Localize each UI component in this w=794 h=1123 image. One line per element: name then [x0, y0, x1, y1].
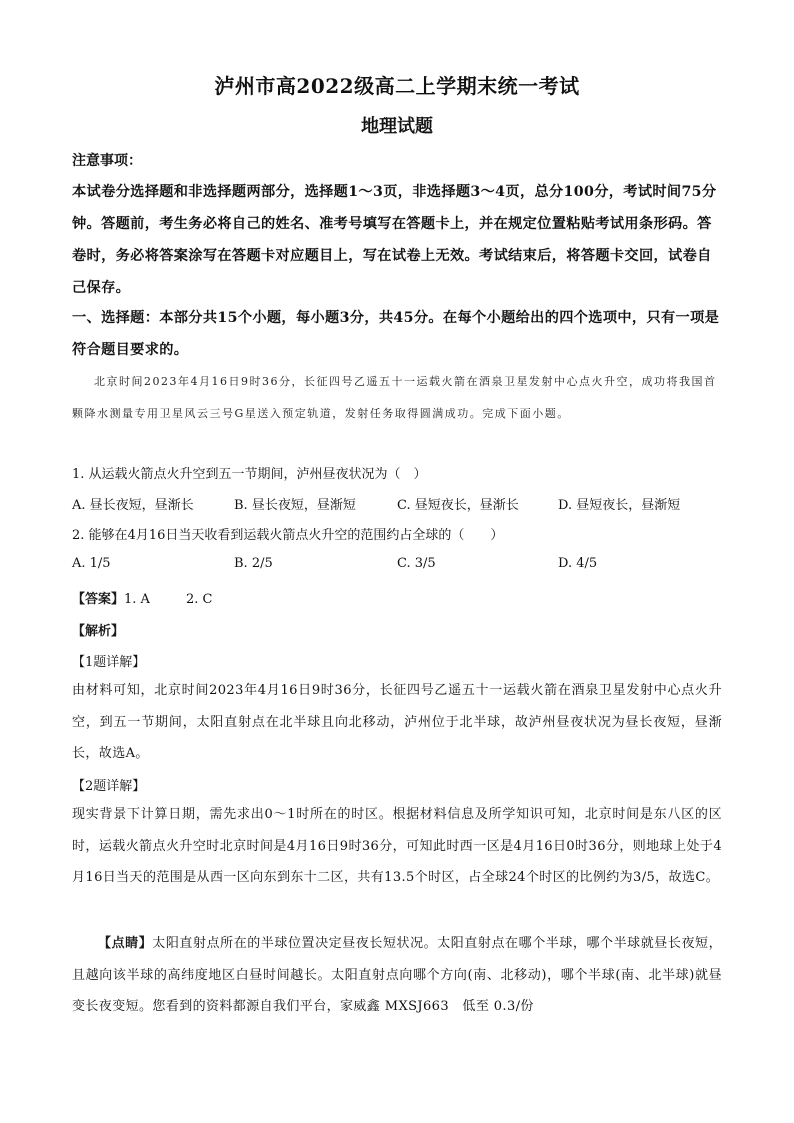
notice-body: 本试卷分选择题和非选择题两部分，选择题1～3页，非选择题3～4页，总分100分，考试时间75分钟。答题前，考生务必将自己的姓名、准考号填写在答题卡上，并在规定位置粘贴考试用条形码。答卷时，务必将答案涂写在答题卡对应题目上，写在试卷上无效。考试结束后，将答题卡交回，试卷自己保存。: [72, 184, 717, 296]
question-1-option-c: C. 昼短夜长，昼渐长: [397, 498, 519, 513]
page-subtitle: 地理试题: [361, 116, 433, 137]
question-1-option-d: D. 昼短夜长，昼渐短: [558, 498, 681, 513]
question-1-option-a: A. 昼长夜短，昼渐长: [72, 498, 194, 513]
answer-label: 【答案】: [72, 592, 125, 607]
question-1-stem: 1. 从运载火箭点火升空到五一节期间，泸州昼夜状况为（ ）: [72, 467, 427, 482]
analysis-label: 【解析】: [72, 624, 125, 639]
detail-1-label: 【1题详解】: [72, 655, 146, 670]
question-2-option-c: C. 3/5: [397, 556, 436, 571]
question-2-option-d: D. 4/5: [558, 556, 598, 571]
answer-1: 1. A: [124, 592, 150, 607]
section-heading: 一、选择题：本部分共15个小题，每小题3分，共45分。在每个小题给出的四个选项中，只有一项是符合题目要求的。: [72, 310, 720, 358]
answer-2: 2. C: [185, 592, 213, 607]
notice-heading: 注意事项：: [72, 153, 142, 169]
detail-2-text: 现实背景下计算日期，需先求出0～1时所在的时区。根据材料信息及所学知识可知，北京时间是东八区的区时，运载火箭点火升空时北京时间是4月16日9时36分，可知此时西一区是4月16日0时36分，则地球上处于4月16日当天的范围是从西一区向东到东十二区，共有13.5个时区，占全球24个时区的比例约为3/5，故选C。: [72, 807, 722, 885]
tip-text: 太阳直射点所在的半球位置决定昼夜长短状况。太阳直射点在哪个半球，哪个半球就昼长夜短，且越向该半球的高纬度地区白昼时间越长。太阳直射点向哪个方向(南、北移动)，哪个半球(南、北半球)就昼变长夜变短。您看到的资料都源自我们平台，家威鑫 MXSJ663 低至 0.3/份: [72, 936, 722, 1014]
question-2-stem: 2. 能够在4月16日当天收看到运载火箭点火升空的范围约占全球的（ ）: [72, 528, 504, 543]
question-2-option-b: B. 2/5: [234, 556, 273, 571]
page-title: 泸州市高2022级高二上学期末统一考试: [214, 74, 580, 98]
tip-paragraph: [72, 928, 722, 1023]
detail-2-label: 【2题详解】: [72, 779, 146, 794]
material-text: 北京时间2023年4月16日9时36分，长征四号乙遥五十一运载火箭在酒泉卫星发射中心点火升空，成功将我国首颗降水测量专用卫星风云三号G星送入预定轨道，发射任务取得圆满成功。完成下面小题。: [72, 375, 717, 420]
question-1-option-b: B. 昼长夜短，昼渐短: [234, 498, 356, 513]
detail-1-text: 由材料可知，北京时间2023年4月16日9时36分，长征四号乙遥五十一运载火箭在酒泉卫星发射中心点火升空，到五一节期间，太阳直射点在北半球且向北移动，泸州位于北半球，故泸州昼夜状况为昼长夜短，昼渐长，故选A。: [72, 683, 722, 761]
answer-line: [72, 588, 212, 607]
question-2-option-a: A. 1/5: [72, 556, 111, 571]
tip-label: 【点睛】: [98, 936, 153, 951]
